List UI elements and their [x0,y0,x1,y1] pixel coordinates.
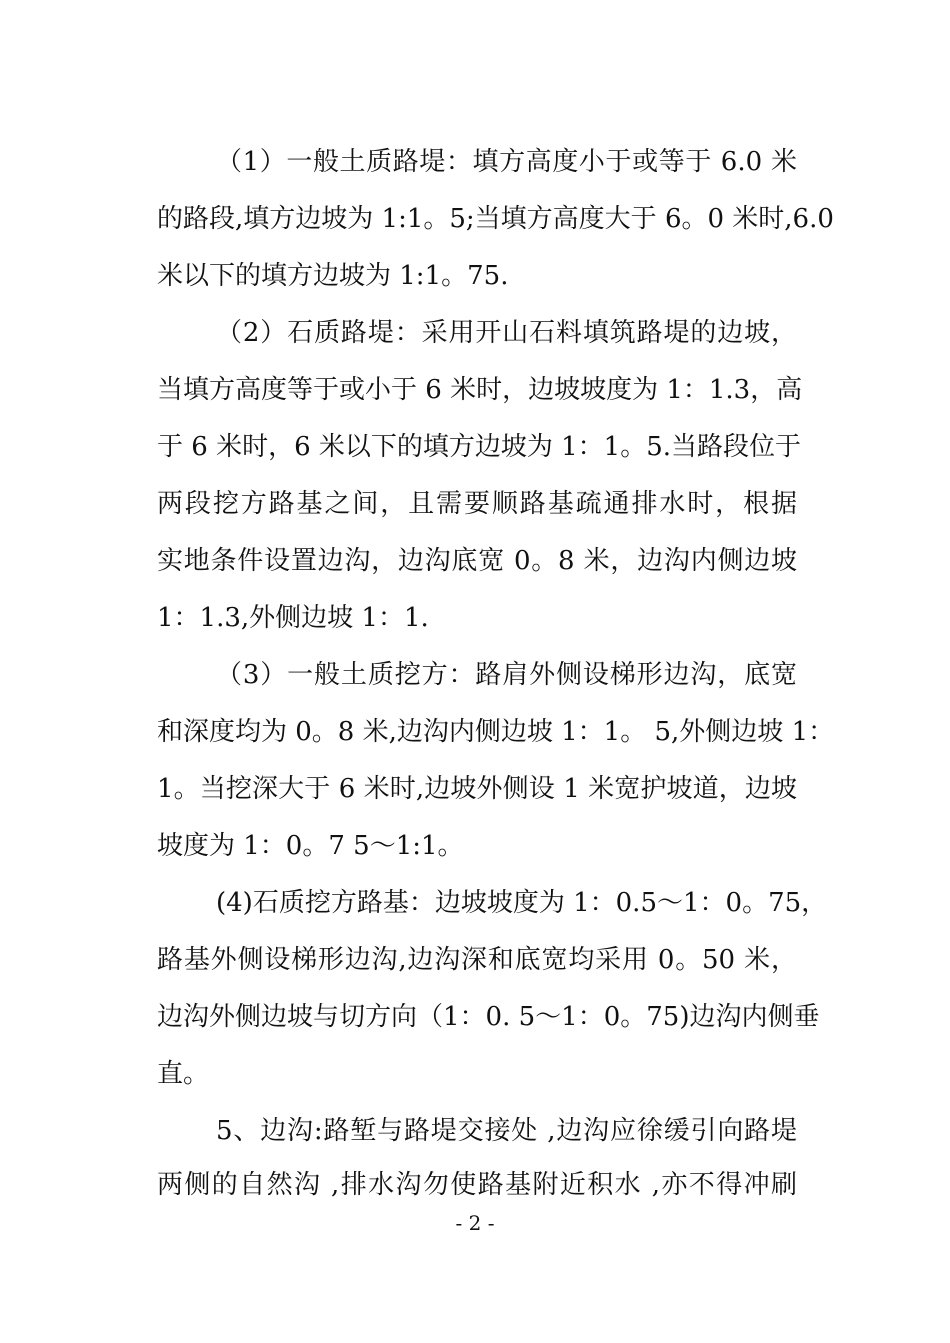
text-line: 和深度均为 0。8 米,边沟内侧边坡 1：1。 5,外侧边坡 1： [157,717,835,747]
text-line: 米以下的填方边坡为 1:1。75. [157,261,509,291]
text-line: 坡度为 1：0。7 5～1:1。 [157,831,464,861]
text-line: 的路段,填方边坡为 1:1。5;当填方高度大于 6。0 米时,6.0 [157,204,834,234]
text-line: 实地条件设置边沟，边沟底宽 0。8 米，边沟内侧边坡 [157,546,797,576]
text-line: (4)石质挖方路基：边坡坡度为 1：0.5～1：0。75， [216,888,828,918]
text-line: 1：1.3,外侧边坡 1：1. [157,603,429,633]
text-line: 两段挖方路基之间，且需要顺路基疏通排水时，根据 [157,489,797,519]
text-line: 路基外侧设梯形边沟,边沟深和底宽均采用 0。50 米， [157,945,797,975]
text-line: 两侧的自然沟 ,排水沟勿使路基附近积水 ,亦不得冲刷 [157,1170,797,1200]
text-line: 5、边沟:路堑与路堤交接处 ,边沟应徐缓引向路堤 [216,1116,797,1146]
text-line: 直。 [157,1059,210,1089]
text-line: （1）一般土质路堤：填方高度小于或等于 6.0 米 [216,147,797,177]
page-number: - 2 - [455,1211,495,1235]
text-line: 于 6 米时，6 米以下的填方边坡为 1：1。5.当路段位于 [157,432,802,462]
text-line: 1。当挖深大于 6 米时,边坡外侧设 1 米宽护坡道，边坡 [157,774,797,804]
text-line: 边沟外侧边坡与切方向（1：0. 5～1：0。75)边沟内侧垂 [157,1002,820,1032]
text-line: （2）石质路堤：采用开山石料填筑路堤的边坡， [216,318,797,348]
text-line: 当填方高度等于或小于 6 米时，边坡坡度为 1：1.3，高 [157,375,803,405]
text-line: （3）一般土质挖方：路肩外侧设梯形边沟，底宽 [216,660,797,690]
